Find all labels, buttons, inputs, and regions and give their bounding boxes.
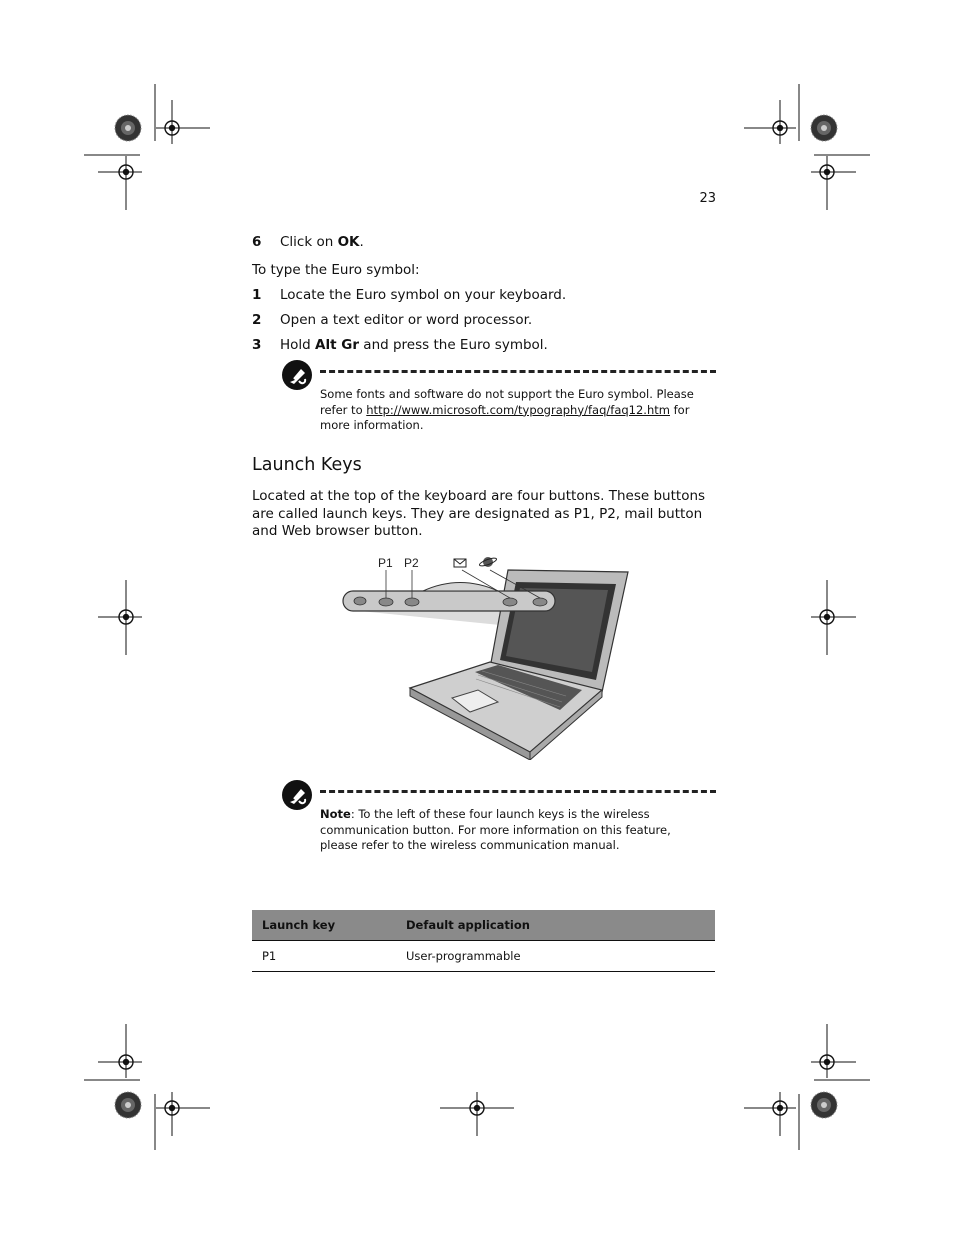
- column-header: Launch key: [252, 910, 396, 941]
- label-p2: P2: [404, 556, 419, 570]
- table-header-row: [252, 910, 715, 941]
- launch-key-table: [252, 910, 715, 972]
- step-number: 6: [252, 234, 262, 250]
- table-cell: User-programmable: [396, 941, 715, 972]
- page-number: 23: [699, 191, 716, 206]
- step-number: 3: [252, 337, 262, 353]
- note-divider: [320, 790, 716, 793]
- microsoft-faq-link[interactable]: http://www.microsoft.com/typography/faq/faq12.htm: [366, 402, 670, 417]
- web-browser-icon: [479, 557, 498, 568]
- column-header: Default application: [396, 910, 715, 941]
- note-icon: [281, 359, 313, 391]
- step-text: Hold Alt Gr and press the Euro symbol.: [280, 337, 548, 353]
- euro-intro: To type the Euro symbol:: [252, 262, 420, 278]
- step-number: 2: [252, 312, 262, 328]
- note-euro: Some fonts and software do not support the Euro symbol. Please refer to http://www.microsoft.com/typography/faq/faq12.htm for more information.: [320, 387, 694, 432]
- section-title: Launch Keys: [252, 455, 362, 475]
- note-wireless: Note: To the left of these four launch keys is the wireless communication button. For more information on this feature, please refer to the wireless communication manual.: [320, 807, 671, 852]
- laptop-launch-keys-figure: [340, 550, 635, 760]
- table-row: [252, 941, 715, 972]
- step-text: Locate the Euro symbol on your keyboard.: [280, 287, 567, 303]
- table-cell: P1: [252, 941, 396, 972]
- step-text: Open a text editor or word processor.: [280, 312, 533, 328]
- mail-icon: [454, 559, 466, 567]
- section-paragraph: Located at the top of the keyboard are four buttons. These buttons are called launch keys. They are designated as P1, P2, mail button and Web browser button.: [252, 488, 706, 540]
- step-number: 1: [252, 287, 262, 303]
- note-icon: [281, 779, 313, 811]
- label-p1: P1: [378, 556, 393, 570]
- step-text: Click on OK.: [280, 234, 364, 250]
- note-divider: [320, 370, 716, 373]
